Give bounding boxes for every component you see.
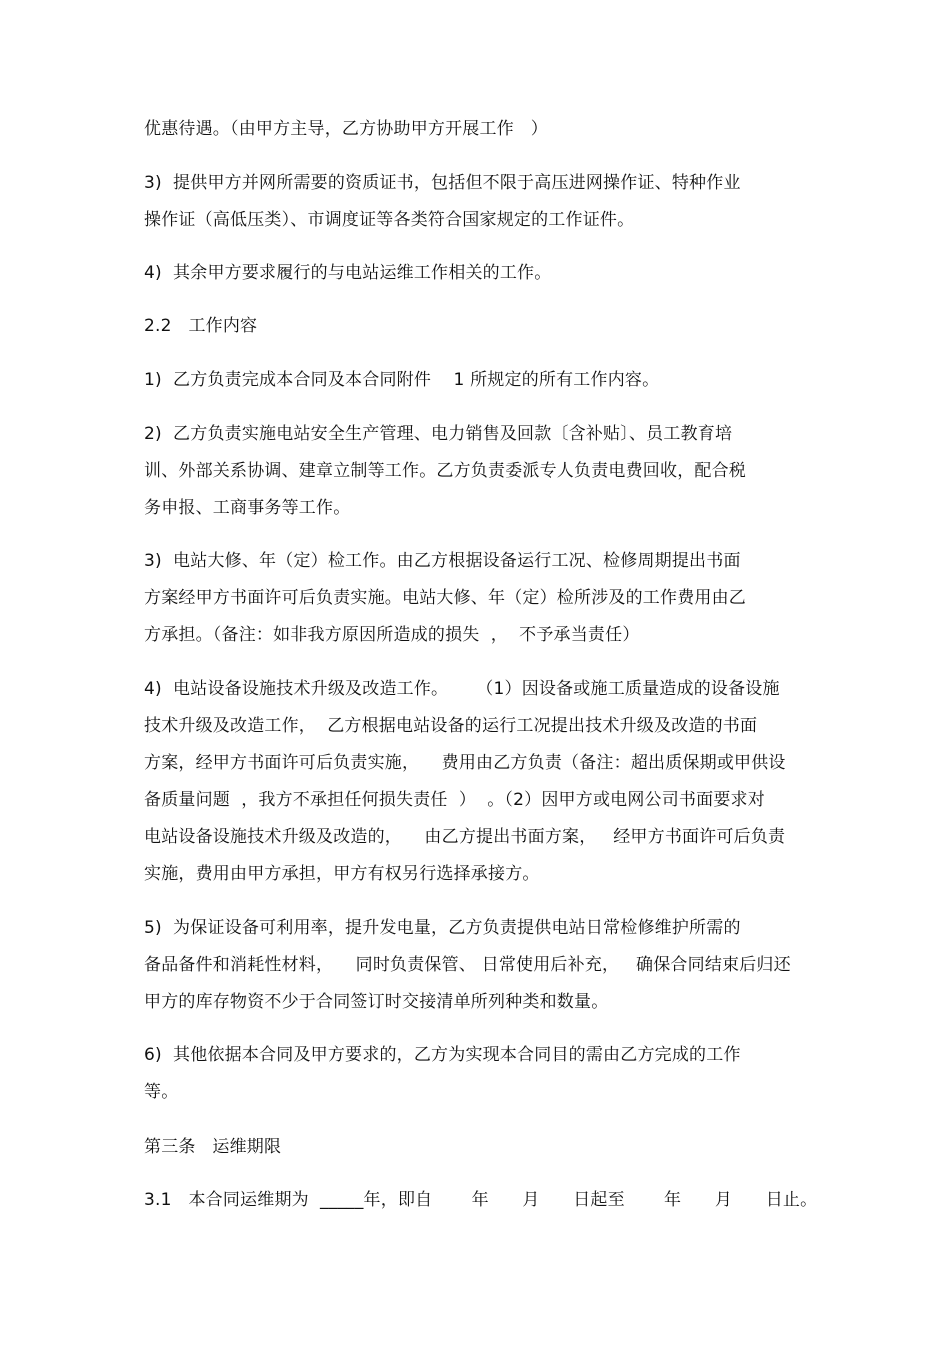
text-line: 技术升级及改造工作， 乙方根据电站设备的运行工况提出技术升级及改造的书面 — [144, 716, 758, 736]
text-line: 等。 — [144, 1082, 179, 1102]
text-line: 务申报、工商事务等工作。 — [144, 498, 351, 518]
text-line: 方案经甲方书面许可后负责实施。电站大修、年（定）检所涉及的工作费用由乙 — [144, 588, 746, 608]
text-line: 6) 其他依据本合同及甲方要求的，乙方为实现本合同目的需由乙方完成的工作 — [144, 1045, 741, 1065]
text-line: 2) 乙方负责实施电站安全生产管理、电力销售及回款〔含补贴〕、员工教育培 — [144, 424, 733, 444]
text-line: 3) 提供甲方并网所需要的资质证书，包括但不限于高压进网操作证、特种作业 — [144, 173, 741, 193]
text-line: 4) 其余甲方要求履行的与电站运维工作相关的工作。 — [144, 263, 552, 283]
section-heading: 2.2 工作内容 — [144, 316, 258, 336]
text-line: 4) 电站设备设施技术升级及改造工作。 （1）因设备或施工质量造成的设备设施 — [144, 679, 780, 699]
text-line: 甲方的库存物资不少于合同签订时交接清单所列种类和数量。 — [144, 992, 609, 1012]
text-line: 备品备件和消耗性材料， 同时负责保管、 日常使用后补充， 确保合同结束后归还 — [144, 955, 791, 975]
text-line: 备质量问题 ，我方不承担任何损失责任 ） 。（2）因甲方或电网公司书面要求对 — [144, 790, 765, 810]
text-line: 1) 乙方负责完成本合同及本合同附件 1 所规定的所有工作内容。 — [144, 370, 660, 390]
text-line: 方案，经甲方书面许可后负责实施， 费用由乙方负责（备注：超出质保期或甲供设 — [144, 753, 786, 773]
article-heading: 第三条 运维期限 — [144, 1137, 282, 1157]
text-line: 操作证（高低压类）、市调度证等各类符合国家规定的工作证件。 — [144, 210, 635, 230]
text-line: 3) 电站大修、年（定）检工作。由乙方根据设备运行工况、检修周期提出书面 — [144, 551, 741, 571]
text-line: 3.1 本合同运维期为 _____年，即自 年 月 日起至 年 月 日止。 — [144, 1190, 818, 1210]
text-line: 方承担。（备注：如非我方原因所造成的损失 ， 不予承当责任） — [144, 625, 640, 645]
text-line: 电站设备设施技术升级及改造的， 由乙方提出书面方案， 经甲方书面许可后负责 — [144, 827, 786, 847]
text-line: 优惠待遇。（由甲方主导，乙方协助甲方开展工作 ） — [144, 119, 548, 139]
text-line: 5) 为保证设备可利用率，提升发电量，乙方负责提供电站日常检修维护所需的 — [144, 918, 741, 938]
text-line: 实施，费用由甲方承担，甲方有权另行选择承接方。 — [144, 864, 540, 884]
text-line: 训、外部关系协调、建章立制等工作。乙方负责委派专人负责电费回收，配合税 — [144, 461, 746, 481]
